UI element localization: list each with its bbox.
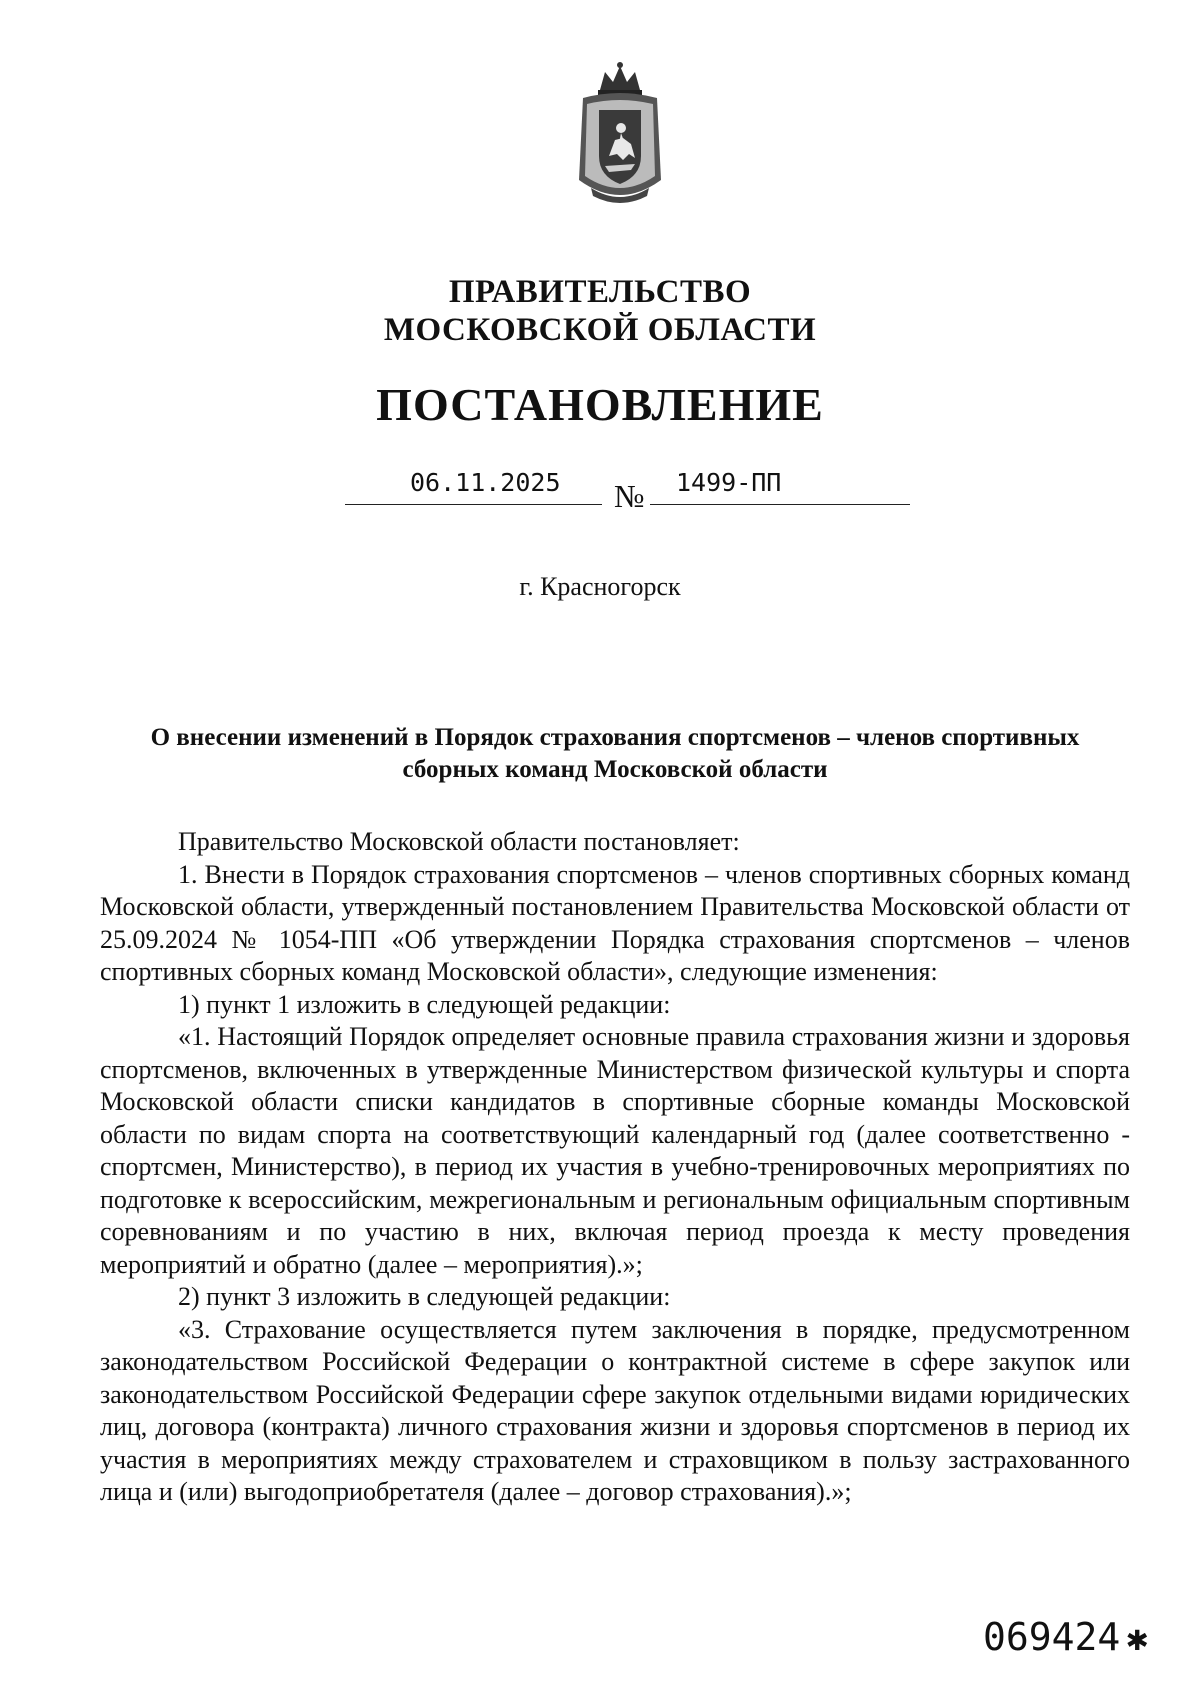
paragraph-2: 1) пункт 1 изложить в следующей редакции: xyxy=(178,989,671,1019)
title-line2: сборных команд Московской области xyxy=(402,756,828,783)
asterisk-mark: ✱ xyxy=(1126,1618,1148,1659)
date-number-line xyxy=(0,468,1200,518)
org-name-line2: МОСКОВСКОЙ ОБЛАСТИ xyxy=(383,312,817,348)
city: г. Красногорск xyxy=(519,572,681,601)
paragraph-4: 2) пункт 3 изложить в следующей редакции: xyxy=(178,1282,671,1311)
document-title xyxy=(110,722,1120,786)
intro-paragraph: Правительство Московской области постановляет: xyxy=(178,827,740,856)
paragraph-1: 1. Внести в Порядок страхования спортсменов – членов спортивных сборных команд Московской области, утвержденный постановлением Правительства Московской области от 25.09.2024 № 1054-ПП «Об утверждении Порядка страхования спортсменов – членов спортивных сборных команд Московской области», следующие изменения: xyxy=(100,859,1130,986)
coat-of-arms-icon xyxy=(565,60,675,210)
paragraph-5: «3. Страхование осуществляется путем заключения в порядке, предусмотренном законодательством Российской Федерации о контрактной системе в сфере закупок или законодательством Российской Федерации сфере закупок отдельными видами юридических лиц, договора (контракта) личного страхования жизни и здоровья спортсменов в период их участия в мероприятиях между страхователем и страховщиком в пользу застрахованного лица и (или) выгодоприобретателя (далее – договор страхования).»; xyxy=(100,1314,1130,1506)
number-underline xyxy=(650,504,910,505)
document-date: 06.11.2025 xyxy=(410,468,561,497)
document-body xyxy=(100,826,1130,1509)
number-sign: № xyxy=(614,478,645,514)
serial-number xyxy=(983,1615,1148,1659)
serial-number-value: 069424 xyxy=(983,1615,1121,1659)
document-number: 1499-ПП xyxy=(676,468,782,497)
title-line1: О внесении изменений в Порядок страхования спортсменов – членов спортивных xyxy=(150,724,1080,751)
paragraph-3: «1. Настоящий Порядок определяет основные правила страхования жизни и здоровья спортсменов, включенных в утвержденные Министерством физической культуры и спорта Московской области списки кандидатов в спортивные сборные команды Московской области по видам спорта на соответствующий календарный год (далее соответственно - спортсмен, Министерство), в период их участия в учебно-тренировочных мероприятиях по подготовке к всероссийским, межрегиональным и региональным официальным спортивным соревнованиям и по участию в них, включая период проезда к месту проведения мероприятий и обратно (далее – мероприятия).»; xyxy=(100,1022,1130,1279)
org-name-line1: ПРАВИТЕЛЬСТВО xyxy=(448,274,752,310)
document-type: ПОСТАНОВЛЕНИЕ xyxy=(376,379,824,430)
date-underline xyxy=(345,504,602,505)
